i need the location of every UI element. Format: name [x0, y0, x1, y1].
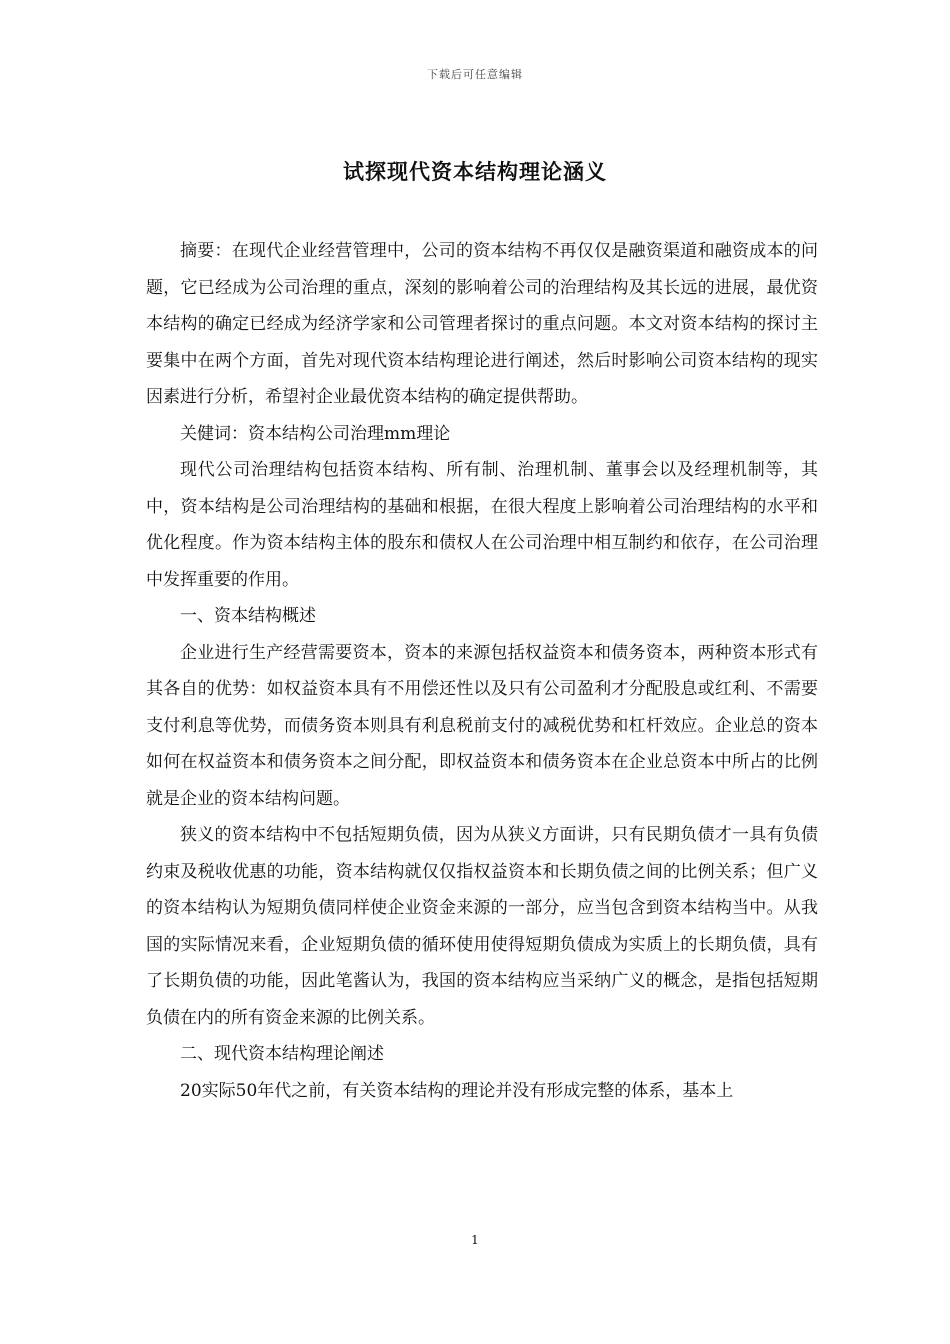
document-title: 试探现代资本结构理论涵义 — [343, 160, 607, 184]
document-body — [146, 233, 818, 1109]
keywords-paragraph: 关健词：资本结构公司治理mm理论 — [180, 423, 451, 444]
header-note: 下载后可任意编辑 — [427, 68, 523, 81]
body-paragraph: 20实际50年代之前，有关资本结构的理论并没有形成完整的体系，基本上 — [180, 1080, 734, 1101]
page-number: 1 — [471, 1233, 479, 1247]
intro-paragraph: 现代公司治理结构包括资本结构、所有制、治理机制、董事会以及经理机制等，其中，资本结构是公司治理结构的基础和根据，在很大程度上影响着公司治理结构的水平和优化程度。作为资本结构主体的股东和债权人在公司治理中相互制约和依存，在公司治理中发挥重要的作用。 — [146, 460, 818, 590]
section-heading-1: 一、资本结构概述 — [180, 606, 316, 626]
body-paragraph: 企业进行生产经营需要资本，资本的来源包括权益资本和债务资本，两种资本形式有其各自的优势：如权益资本具有不用偿还性以及只有公司盈利才分配股息或红利、不需要支付利息等优势，而债务资本则具有利息税前支付的减税优势和杠杆效应。企业总的资本如何在权益资本和债务资本之间分配，即权益资本和债务资本在企业总资本中所占的比例就是企业的资本结构问题。 — [146, 642, 818, 809]
body-paragraph: 狭义的资本结构中不包括短期负债，因为从狭义方面讲，只有民期负债才一具有负债约束及税收优惠的功能，资本结构就仅仅指权益资本和长期负债之间的比例关系；但广义的资本结构认为短期负债同样使企业资金来源的一部分，应当包含到资本结构当中。从我国的实际情况来看，企业短期负债的循环使用使得短期负债成为实质上的长期负债，具有了长期负债的功能，因此笔酱认为，我国的资本结构应当采纳广义的概念，是指包括短期负债在内的所有资金来源的比例关系。 — [146, 825, 818, 1028]
section-heading-2: 二、现代资本结构理论阐述 — [180, 1044, 384, 1064]
abstract-paragraph: 摘要：在现代企业经营管理中，公司的资本结构不再仅仅是融资渠道和融资成本的问题，它已经成为公司治理的重点，深刻的影响着公司的治理结构及其长远的进展，最优资本结构的确定已经成为经济学家和公司管理者探讨的重点问题。本文对资本结构的探讨主要集中在两个方面，首先对现代资本结构理论进行阐述，然后时影响公司资本结构的现实因素进行分析，希望衬企业最优资本结构的确定提供帮助。 — [146, 241, 818, 407]
